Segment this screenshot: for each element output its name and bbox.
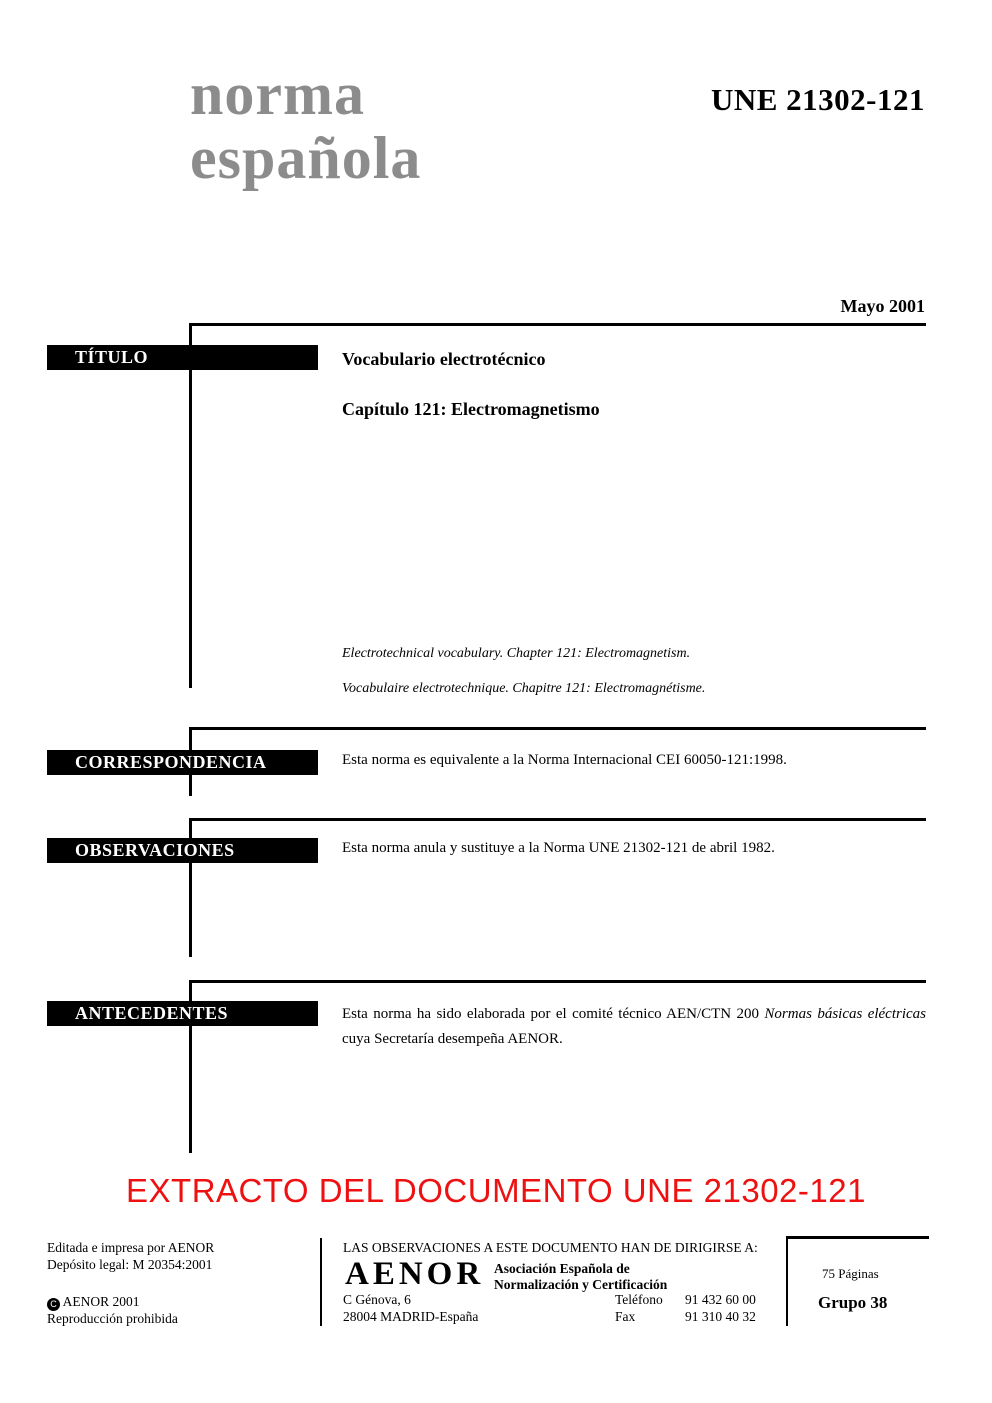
rule-horizontal-top xyxy=(189,323,926,326)
rule-vertical-titulo xyxy=(189,323,192,688)
footer-deposit-line: Depósito legal: M 20354:2001 xyxy=(47,1256,213,1272)
address-line-2: 28004 MADRID-España xyxy=(343,1308,479,1324)
phone-label: Teléfono xyxy=(615,1292,663,1307)
document-code: UNE 21302-121 xyxy=(710,82,925,117)
title-line-2: Capítulo 121: Electromagnetismo xyxy=(342,399,600,419)
footer-copyright-line xyxy=(47,1294,178,1311)
antecedentes-text-part1: Esta norma ha sido elaborada por el comité técnico AEN/CTN 200 xyxy=(342,1006,765,1022)
section-label-observaciones: OBSERVACIONES xyxy=(47,838,318,863)
fax-number: 91 310 40 32 xyxy=(685,1308,756,1324)
title-translation-english: Electrotechnical vocabulary. Chapter 121: Electromagnetism. xyxy=(342,646,691,661)
org-name xyxy=(494,1261,667,1293)
footer-rights-text: Reproducción prohibida xyxy=(47,1311,178,1326)
rule-horizontal-observaciones xyxy=(189,818,926,821)
antecedentes-text-part2: cuya Secretaría desempeña AENOR. xyxy=(342,1031,563,1047)
brand-logo xyxy=(190,62,421,190)
org-name-line-2: Normalización y Certificación xyxy=(494,1277,668,1292)
section-label-titulo: TÍTULO xyxy=(47,345,318,370)
correspondencia-text: Esta norma es equivalente a la Norma Internacional CEI 60050-121:1998. xyxy=(342,752,787,768)
pages-count: 75 Páginas xyxy=(822,1266,879,1281)
brand-line-1: norma xyxy=(190,61,365,127)
group-label: Grupo 38 xyxy=(818,1293,888,1312)
footer-edited-line: Editada e impresa por AENOR xyxy=(47,1240,215,1255)
org-address xyxy=(343,1292,478,1325)
section-label-antecedentes: ANTECEDENTES xyxy=(47,1001,318,1026)
contact-numbers xyxy=(615,1292,756,1325)
footer-imprint xyxy=(47,1240,214,1273)
footer-copyright xyxy=(47,1294,178,1328)
title-line-1: Vocabulario electrotécnico xyxy=(342,349,546,369)
extract-banner: EXTRACTO DEL DOCUMENTO UNE 21302-121 xyxy=(126,1172,866,1209)
footer-copyright-text: AENOR 2001 xyxy=(62,1294,140,1309)
address-line-1: C Génova, 6 xyxy=(343,1292,411,1307)
org-name-line-1: Asociación Española de xyxy=(494,1261,630,1276)
rule-horizontal-antecedentes xyxy=(189,980,926,983)
aenor-logo: AENOR xyxy=(345,1256,485,1292)
rule-horizontal-correspondencia xyxy=(189,727,926,730)
fax-label: Fax xyxy=(615,1308,636,1324)
antecedentes-text-italic: Normas básicas eléctricas xyxy=(764,1006,927,1022)
footer-divider-right xyxy=(786,1238,788,1326)
publication-date: Mayo 2001 xyxy=(840,296,925,316)
footer-divider-left xyxy=(320,1238,322,1326)
footer-rule-top-right xyxy=(786,1236,929,1239)
title-translation-french: Vocabulaire electrotechnique. Chapitre 121: Electromagnétisme. xyxy=(342,681,706,696)
section-label-correspondencia: CORRESPONDENCIA xyxy=(47,750,318,775)
brand-line-2: española xyxy=(190,125,422,191)
copyright-icon: C xyxy=(47,1298,60,1311)
phone-number: 91 432 60 00 xyxy=(685,1292,756,1307)
observaciones-text: Esta norma anula y sustituye a la Norma UNE 21302-121 de abril 1982. xyxy=(342,840,775,856)
antecedentes-text xyxy=(342,1002,926,1052)
footer-notice: LAS OBSERVACIONES A ESTE DOCUMENTO HAN DE DIRIGIRSE A: xyxy=(343,1240,758,1255)
